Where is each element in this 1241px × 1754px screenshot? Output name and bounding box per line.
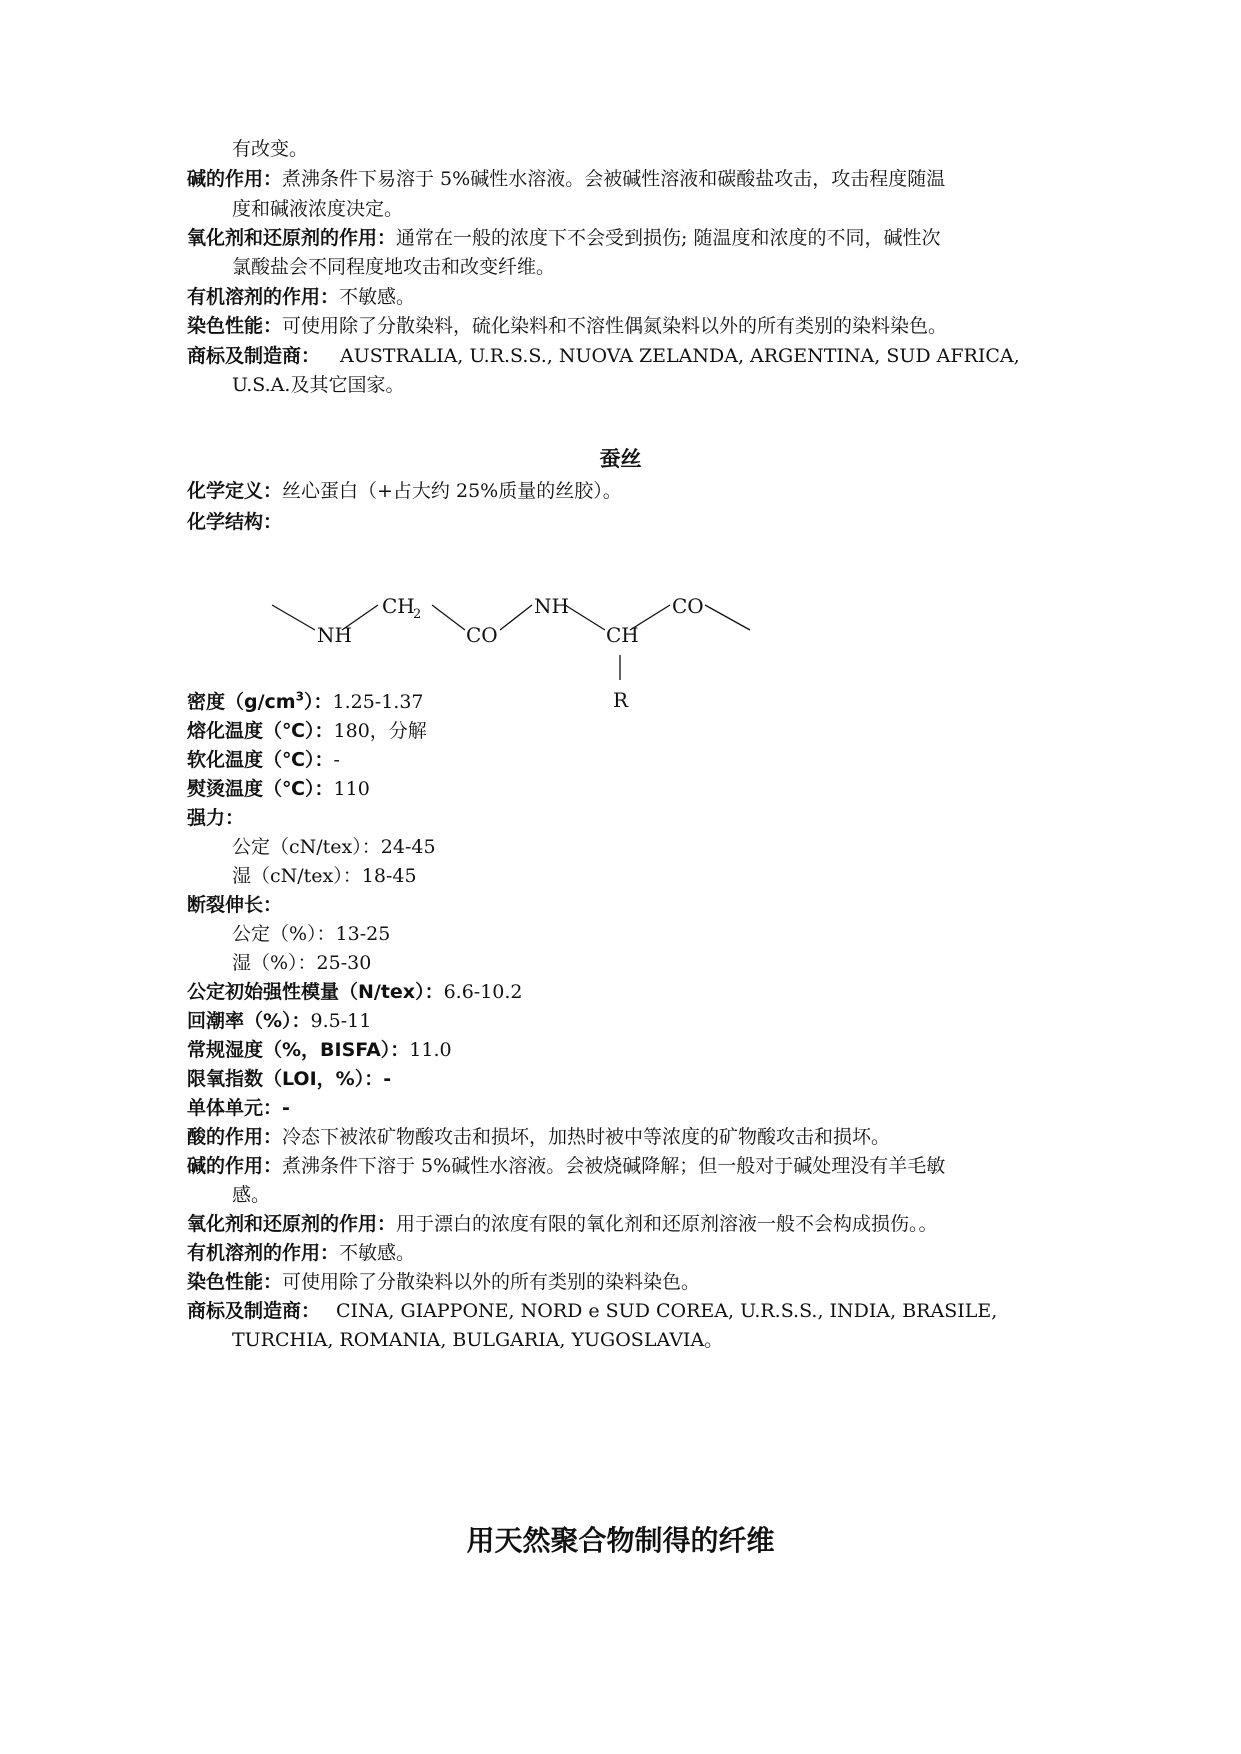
chem-group-nh-1: NH (317, 623, 352, 647)
dye-performance-row (187, 310, 947, 342)
elongation-label: 断裂伸长： (187, 894, 283, 916)
silk-dye-performance-label: 染色性能： (187, 1271, 283, 1293)
elongation-standard: 公定（%）：13-25 (232, 923, 391, 945)
acid-effect-row (187, 1121, 890, 1153)
chem-definition-text: 丝心蛋白（+占大约 25%质量的丝胶）。 (282, 480, 622, 502)
moisture-regain-label: 回潮率（%）： (187, 1010, 311, 1032)
maker-row (187, 340, 1020, 372)
strength-label: 强力： (187, 807, 245, 829)
silk-alkali-effect-row (187, 1150, 945, 1182)
moisture-regain-row (187, 1005, 371, 1037)
density-label-end: ）： (303, 691, 333, 713)
acid-effect-label: 酸的作用： (187, 1126, 283, 1148)
solvent-effect-row (187, 281, 415, 313)
loi-row (187, 1063, 391, 1095)
maker-text-cont: U.S.A.及其它国家。 (232, 374, 405, 396)
silk-solvent-effect-label: 有机溶剂的作用： (187, 1242, 340, 1264)
ironing-temp-value: 110 (333, 778, 370, 800)
chem-structure-label: 化学结构： (187, 511, 283, 533)
section-title-natural-polymer-fibers: 用天然聚合物制得的纤维 (466, 1524, 775, 1557)
modulus-row (187, 976, 523, 1008)
chem-group-ch: CH (382, 594, 415, 618)
silk-maker-text-cont: TURCHIA, ROMANIA, BULGARIA, YUGOSLAVIA。 (232, 1329, 724, 1351)
melting-temp-value: 180，分解 (333, 720, 427, 742)
ironing-temp-label: 熨烫温度（℃）： (187, 778, 334, 800)
monomer-row (187, 1092, 290, 1124)
chem-group-subscript: 2 (413, 607, 422, 622)
silk-solvent-effect-text: 不敏感。 (339, 1242, 416, 1264)
silk-alkali-effect-label: 碱的作用： (187, 1155, 283, 1177)
silk-alkali-effect-text-cont: 感。 (232, 1184, 271, 1206)
acid-effect-text: 冷态下被浓矿物酸攻击和损坏，加热时被中等浓度的矿物酸攻击和损坏。 (282, 1126, 891, 1148)
continued-text: 有改变。 (232, 138, 309, 160)
chem-group-co-2: CO (672, 594, 704, 618)
chem-group-ch-center: CH (606, 623, 639, 647)
melting-temp-row (187, 715, 427, 747)
modulus-label: 公定初始强性模量（N/tex）： (187, 981, 444, 1003)
density-value: 1.25-1.37 (332, 691, 424, 713)
elongation-wet: 湿（%）：25-30 (232, 952, 372, 974)
oxidizer-effect-label: 氧化剂和还原剂的作用： (187, 227, 397, 249)
alkali-effect-text-cont: 度和碱液浓度决定。 (232, 198, 404, 220)
softening-temp-row (187, 744, 340, 776)
moisture-regain-value: 9.5-11 (310, 1010, 372, 1032)
dye-performance-text: 可使用除了分散染料，硫化染料和不溶性偶氮染料以外的所有类别的染料染色。 (282, 315, 948, 337)
chem-definition-row (187, 475, 622, 507)
chem-structure-row (187, 506, 282, 538)
melting-temp-label: 熔化温度（℃）： (187, 720, 334, 742)
strength-standard: 公定（cN/tex）：24-45 (232, 836, 436, 858)
dye-performance-label: 染色性能： (187, 315, 283, 337)
chem-group-r: R (613, 688, 629, 712)
oxidizer-effect-text-cont: 氯酸盐会不同程度地攻击和改变纤维。 (232, 256, 556, 278)
conventional-moisture-value: 11.0 (409, 1039, 452, 1061)
chem-group-co-1: CO (466, 623, 498, 647)
elongation-row (187, 889, 282, 921)
silk-alkali-effect-text: 煮沸条件下溶于 5%碱性水溶液。会被烧碱降解；但一般对于碱处理没有羊毛敏 (282, 1155, 946, 1177)
alkali-effect-row (187, 163, 945, 195)
density-label: 密度（g/cm (187, 691, 296, 713)
section-title-silk: 蚕丝 (599, 447, 642, 471)
silk-oxidizer-effect-text: 用于漂白的浓度有限的氧化剂和还原剂溶液一般不会构成损伤。。 (396, 1213, 938, 1235)
density-row (187, 686, 424, 718)
silk-oxidizer-effect-label: 氧化剂和还原剂的作用： (187, 1213, 397, 1235)
softening-temp-value: - (333, 749, 340, 771)
alkali-effect-label: 碱的作用： (187, 168, 283, 190)
ironing-temp-row (187, 773, 370, 805)
silk-maker-label: 商标及制造商： (187, 1300, 321, 1322)
silk-maker-text: CINA, GIAPPONE, NORD e SUD COREA, U.R.S.S., INDIA, BRASILE, (336, 1300, 998, 1322)
chem-group-nh-2: NH (534, 594, 569, 618)
oxidizer-effect-text: 通常在一般的浓度下不会受到损伤; 随温度和浓度的不同，碱性次 (396, 227, 941, 249)
strength-row (187, 802, 244, 834)
loi-label: 限氧指数（LOI，%）： (187, 1068, 384, 1090)
solvent-effect-label: 有机溶剂的作用： (187, 286, 340, 308)
monomer-value: - (282, 1097, 290, 1119)
density-superscript: 3 (295, 689, 304, 704)
silk-solvent-effect-row (187, 1237, 415, 1269)
maker-text: AUSTRALIA, U.R.S.S., NUOVA ZELANDA, ARGENTINA, SUD AFRICA, (340, 345, 1020, 367)
strength-wet: 湿（cN/tex）：18-45 (232, 865, 417, 887)
softening-temp-label: 软化温度（℃）： (187, 749, 334, 771)
oxidizer-effect-row (187, 222, 940, 254)
silk-oxidizer-effect-row (187, 1208, 938, 1240)
loi-value: - (383, 1068, 392, 1090)
alkali-effect-text: 煮沸条件下易溶于 5%碱性水溶液。会被碱性溶液和碳酸盐攻击，攻击程度随温 (282, 168, 946, 190)
silk-dye-performance-text: 可使用除了分散染料以外的所有类别的染料染色。 (282, 1271, 701, 1293)
silk-maker-row (187, 1295, 997, 1327)
conventional-moisture-label: 常规湿度（%，BISFA）： (187, 1039, 410, 1061)
conventional-moisture-row (187, 1034, 452, 1066)
maker-label: 商标及制造商： (187, 345, 321, 367)
monomer-label: 单体单元： (187, 1097, 283, 1119)
solvent-effect-text: 不敏感。 (339, 286, 416, 308)
chem-definition-label: 化学定义： (187, 480, 283, 502)
silk-dye-performance-row (187, 1266, 700, 1298)
modulus-value: 6.6-10.2 (443, 981, 523, 1003)
